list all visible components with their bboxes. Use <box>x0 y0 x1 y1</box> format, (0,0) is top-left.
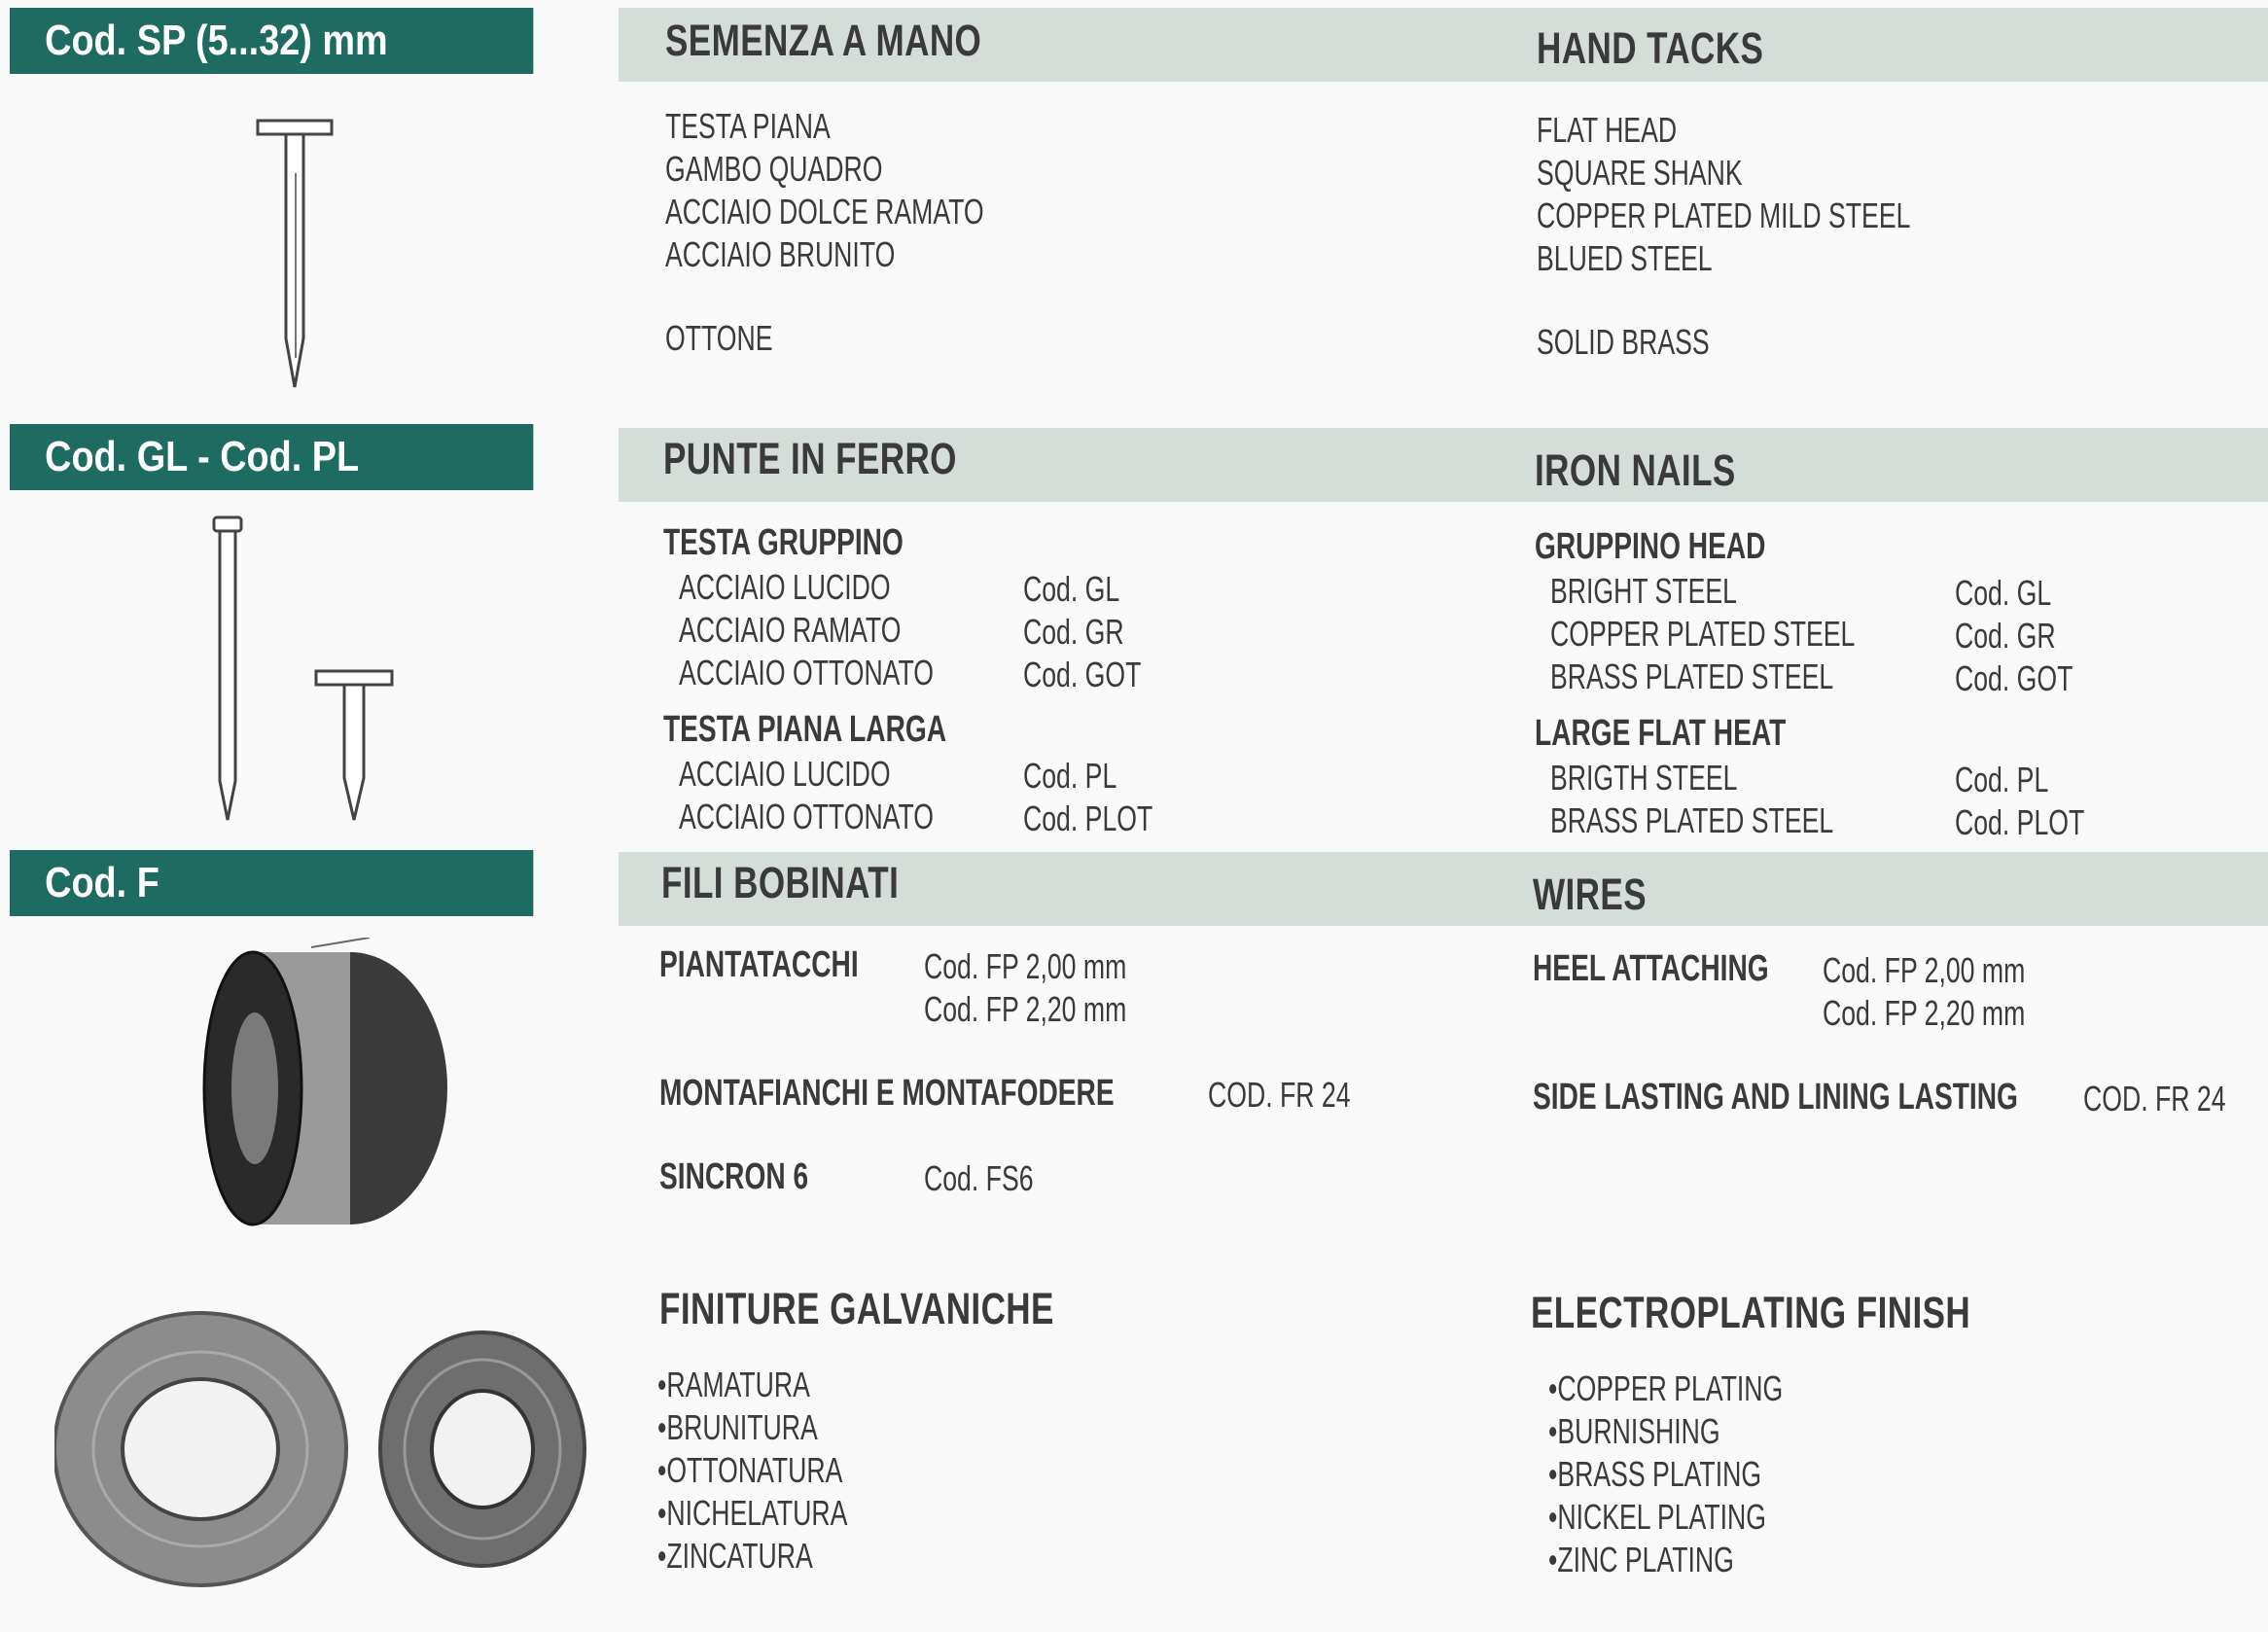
group1-en-code: Cod. GR <box>1955 616 2056 656</box>
piantatacchi-code: Cod. FP 2,00 mm <box>924 946 1127 986</box>
side-lasting-code: COD. FR 24 <box>2083 1079 2226 1118</box>
finish-it-item: • NICHELATURA <box>657 1492 847 1535</box>
group2-codes-en <box>1955 759 2130 844</box>
sincron-code: Cod. FS6 <box>924 1158 1034 1198</box>
group1-en-label: BRASS PLATED STEEL <box>1550 656 1834 696</box>
group2-codes-it <box>1023 755 1198 840</box>
sp-italian-list <box>665 105 1096 276</box>
group2-it-label: ACCIAIO LUCIDO <box>679 754 891 794</box>
sp-en-line: SQUARE SHANK <box>1537 153 1743 193</box>
group1-en-label: BRIGHT STEEL <box>1550 571 1737 611</box>
side-lasting-label: SIDE LASTING AND LINING LASTING <box>1533 1077 2018 1118</box>
heel-codes <box>1823 949 2096 1035</box>
group2-labels-it <box>679 753 1023 838</box>
iron-nails-illustration <box>204 514 408 825</box>
finish-en-item: • NICKEL PLATING <box>1548 1496 1783 1539</box>
group1-it-code: Cod. GL <box>1023 569 1120 609</box>
title-it-gl: PUNTE IN FERRO <box>663 434 957 483</box>
finish-it-item: • OTTONATURA <box>657 1449 847 1492</box>
group2-it-code: Cod. PL <box>1023 756 1117 796</box>
group1-it-code: Cod. GOT <box>1023 655 1142 694</box>
sp-it-line: TESTA PIANA <box>665 106 831 146</box>
group2-it-code: Cod. PLOT <box>1023 798 1153 838</box>
montafianchi-code: COD. FR 24 <box>1208 1075 1351 1115</box>
group1-it-label: ACCIAIO LUCIDO <box>679 567 891 607</box>
finish-en-item: • COPPER PLATING <box>1548 1367 1783 1410</box>
heel-label: HEEL ATTACHING <box>1533 948 1769 989</box>
group1-codes-en <box>1955 572 2114 700</box>
group2-en-label: BRASS PLATED STEEL <box>1550 800 1834 840</box>
finish-title-en: ELECTROPLATING FINISH <box>1531 1288 1971 1337</box>
sp-it-extra: OTTONE <box>665 318 773 358</box>
piantatacchi-label: PIANTATACCHI <box>659 944 859 985</box>
sincron-label: SINCRON 6 <box>659 1156 809 1197</box>
sp-en-line: FLAT HEAD <box>1537 110 1678 150</box>
finish-it-item: • RAMATURA <box>657 1364 847 1406</box>
finish-it-item: • BRUNITURA <box>657 1406 847 1449</box>
group1-labels-it <box>679 566 1023 694</box>
wire-spool-illustration <box>195 938 457 1239</box>
group1-en-code: Cod. GL <box>1955 573 2052 613</box>
heel-code: Cod. FP 2,00 mm <box>1823 950 2026 990</box>
heel-code: Cod. FP 2,20 mm <box>1823 993 2026 1033</box>
group1-en-code: Cod. GOT <box>1955 658 2073 698</box>
sp-en-extra: SOLID BRASS <box>1537 322 1710 362</box>
finish-list-en <box>1548 1367 1865 1581</box>
wire-coils-illustration <box>54 1303 589 1595</box>
group1-codes-it <box>1023 568 1183 696</box>
hand-tack-illustration <box>243 115 350 392</box>
sp-it-line: GAMBO QUADRO <box>665 149 883 189</box>
piantatacchi-code: Cod. FP 2,20 mm <box>924 989 1127 1029</box>
group2-en-code: Cod. PLOT <box>1955 802 2085 842</box>
title-en-gl: IRON NAILS <box>1535 445 1736 495</box>
title-it-f: FILI BOBINATI <box>661 858 900 907</box>
group1-en-label: COPPER PLATED STEEL <box>1550 614 1856 654</box>
code-band-sp <box>10 8 533 74</box>
sp-it-line: ACCIAIO DOLCE RAMATO <box>665 192 984 231</box>
group1-labels-en <box>1550 570 1962 698</box>
finish-en-item: • ZINC PLATING <box>1548 1539 1783 1581</box>
title-en-sp: HAND TACKS <box>1537 23 1764 73</box>
group2-labels-en <box>1550 757 1932 842</box>
group1-title-it: TESTA GRUPPINO <box>663 522 904 563</box>
group1-title-en: GRUPPINO HEAD <box>1535 526 1766 567</box>
sp-english-list <box>1537 109 2041 280</box>
finish-title-it: FINITURE GALVANICHE <box>659 1284 1054 1333</box>
group2-title-en: LARGE FLAT HEAT <box>1535 713 1787 754</box>
code-label-sp: Cod. SP (5...32) mm <box>45 17 388 64</box>
group2-it-label: ACCIAIO OTTONATO <box>679 797 934 836</box>
group2-en-label: BRIGTH STEEL <box>1550 758 1738 798</box>
group1-it-label: ACCIAIO RAMATO <box>679 610 902 650</box>
title-en-f: WIRES <box>1533 869 1648 919</box>
code-band-gl <box>10 424 533 490</box>
sp-it-line: ACCIAIO BRUNITO <box>665 234 896 274</box>
finish-en-item: • BRASS PLATING <box>1548 1453 1783 1496</box>
group1-it-label: ACCIAIO OTTONATO <box>679 653 934 692</box>
sp-en-line: COPPER PLATED MILD STEEL <box>1537 195 1911 235</box>
code-label-f: Cod. F <box>45 859 159 906</box>
finish-en-item: • BURNISHING <box>1548 1410 1783 1453</box>
group1-it-code: Cod. GR <box>1023 612 1124 652</box>
finish-it-item: • ZINCATURA <box>657 1535 847 1578</box>
group2-en-code: Cod. PL <box>1955 760 2049 799</box>
finish-list-it <box>657 1364 914 1578</box>
montafianchi-label: MONTAFIANCHI E MONTAFODERE <box>659 1073 1115 1114</box>
code-label-gl: Cod. GL - Cod. PL <box>45 433 360 480</box>
sp-en-line: BLUED STEEL <box>1537 238 1713 278</box>
code-band-f <box>10 850 533 916</box>
title-it-sp: SEMENZA A MANO <box>665 16 982 65</box>
piantatacchi-codes <box>924 945 1197 1031</box>
group2-title-it: TESTA PIANA LARGA <box>663 709 947 750</box>
